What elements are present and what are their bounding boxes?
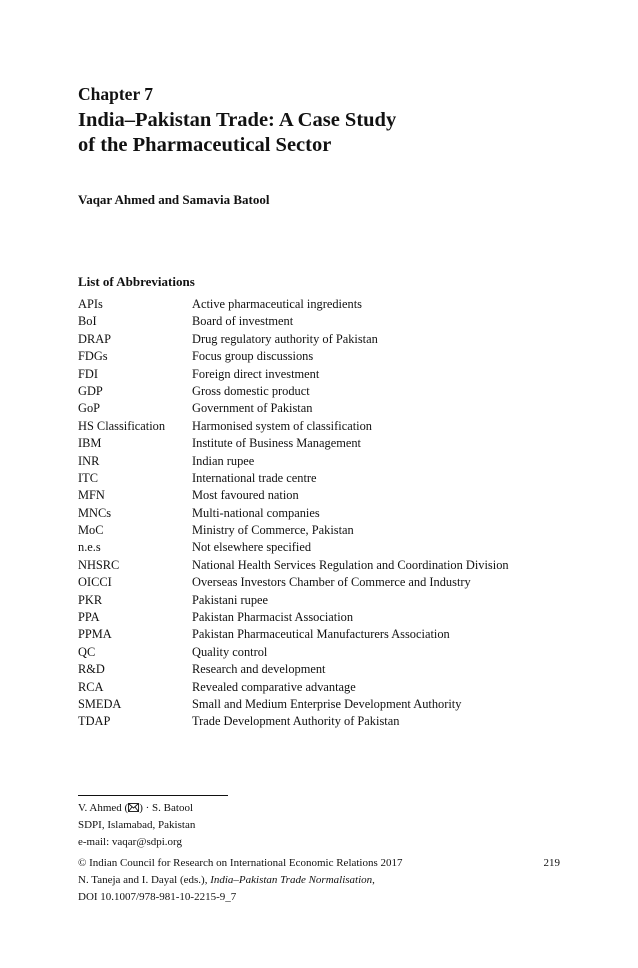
abbreviation-definition: Focus group discussions: [192, 349, 314, 364]
abbreviation-definition: Overseas Investors Chamber of Commerce and Industry: [192, 575, 471, 590]
abbreviation-definition: Board of investment: [192, 314, 294, 329]
chapter-authors: Vaqar Ahmed and Samavia Batool: [78, 192, 270, 207]
abbreviation-definition: Revealed comparative advantage: [192, 679, 356, 694]
abbreviation-term: HS Classification: [78, 418, 166, 433]
abbreviation-term: TDAP: [78, 714, 111, 729]
abbreviation-definition: Pakistan Pharmacist Association: [192, 610, 354, 625]
abbreviation-row: [78, 644, 568, 661]
abbreviation-row: [78, 348, 568, 365]
abbreviation-row: [78, 522, 568, 539]
abbreviation-row: [78, 383, 568, 400]
abbreviation-row: [78, 313, 568, 330]
abbreviation-term: OICCI: [78, 575, 112, 590]
abbreviation-row: [78, 574, 568, 591]
footnote-author-1: V. Ahmed (: [78, 802, 129, 814]
abbreviation-term: FDI: [78, 366, 98, 381]
abbreviations-heading: List of Abbreviations: [78, 274, 195, 289]
abbreviation-row: [78, 453, 568, 470]
abbreviation-row: [78, 296, 568, 313]
abbreviation-definition: Government of Pakistan: [192, 401, 313, 416]
abbreviation-definition: Harmonised system of classification: [192, 418, 372, 433]
abbreviation-definition: Multi-national companies: [192, 505, 320, 520]
book-citation: [78, 872, 560, 889]
abbreviation-term: PPA: [78, 610, 100, 625]
abbreviations-list: [78, 296, 568, 731]
abbreviation-term: QC: [78, 644, 96, 659]
envelope-icon: [128, 801, 139, 810]
abbreviation-term: PPMA: [78, 627, 112, 642]
chapter-title-line-2: of the Pharmaceutical Sector: [78, 134, 332, 156]
abbreviation-definition: Quality control: [192, 644, 268, 659]
chapter-title-line-1: India–Pakistan Trade: A Case Study: [78, 109, 397, 131]
chapter-label: Chapter 7: [78, 84, 154, 104]
abbreviation-row: [78, 679, 568, 696]
abbreviation-row: [78, 470, 568, 487]
abbreviation-row: [78, 592, 568, 609]
abbreviation-row: [78, 487, 568, 504]
abbreviation-definition: Research and development: [192, 662, 326, 677]
abbreviation-row: [78, 366, 568, 383]
footnote-authors: [78, 800, 195, 817]
abbreviation-term: R&D: [78, 662, 105, 677]
abbreviation-definition: Institute of Business Management: [192, 436, 361, 451]
abbreviation-definition: Pakistan Pharmaceutical Manufacturers Association: [192, 627, 450, 642]
abbreviation-row: [78, 400, 568, 417]
abbreviation-row: [78, 331, 568, 348]
footer-copyright-row: [78, 855, 560, 872]
abbreviation-term: SMEDA: [78, 696, 122, 711]
abbreviation-row: [78, 505, 568, 522]
abbreviation-term: n.e.s: [78, 540, 101, 555]
copyright-notice: © Indian Council for Research on International Economic Relations 2017: [78, 857, 403, 869]
abbreviation-definition: Pakistani rupee: [192, 592, 269, 607]
abbreviation-row: [78, 626, 568, 643]
abbreviation-row: [78, 609, 568, 626]
abbreviation-definition: National Health Services Regulation and Coordination Division: [192, 557, 509, 572]
abbreviation-term: MFN: [78, 488, 105, 503]
abbreviation-row: [78, 713, 568, 730]
page-number: 219: [543, 857, 560, 869]
chapter-title: [78, 108, 558, 158]
footnote-rule: [78, 795, 228, 796]
footnote-author-2: ) · S. Batool: [139, 802, 193, 814]
book-title: India–Pakistan Trade Normalisation: [210, 874, 373, 886]
abbreviation-term: PKR: [78, 592, 103, 607]
abbreviation-term: APIs: [78, 297, 103, 311]
abbreviation-definition: Small and Medium Enterprise Development Authority: [192, 696, 462, 711]
abbreviation-term: BoI: [78, 314, 97, 329]
abbreviation-definition: Indian rupee: [192, 453, 255, 468]
abbreviation-definition: Foreign direct investment: [192, 366, 320, 381]
abbreviation-row: [78, 539, 568, 556]
abbreviation-definition: Gross domestic product: [192, 383, 310, 398]
abbreviation-term: NHSRC: [78, 557, 120, 572]
abbreviation-definition: International trade centre: [192, 470, 317, 485]
abbreviation-term: RCA: [78, 679, 104, 694]
footnote-affiliation: SDPI, Islamabad, Pakistan: [78, 819, 196, 831]
abbreviation-term: FDGs: [78, 349, 108, 364]
abbreviation-definition: Active pharmaceutical ingredients: [192, 297, 362, 311]
abbreviation-row: [78, 418, 568, 435]
book-editors: N. Taneja and I. Dayal (eds.),: [78, 874, 211, 886]
abbreviation-row: [78, 696, 568, 713]
abbreviation-definition: Trade Development Authority of Pakistan: [192, 714, 400, 729]
abbreviation-term: IBM: [78, 436, 102, 451]
abbreviation-row: [78, 661, 568, 678]
abbreviation-row: [78, 557, 568, 574]
abbreviation-term: MNCs: [78, 505, 112, 520]
abbreviation-definition: Drug regulatory authority of Pakistan: [192, 331, 378, 346]
footnote-email: e-mail: vaqar@sdpi.org: [78, 836, 183, 848]
abbreviation-term: MoC: [78, 523, 104, 538]
abbreviation-term: DRAP: [78, 331, 112, 346]
abbreviation-definition: Not elsewhere specified: [192, 540, 312, 555]
abbreviation-row: [78, 435, 568, 452]
abbreviation-definition: Ministry of Commerce, Pakistan: [192, 523, 354, 538]
abbreviation-definition: Most favoured nation: [192, 488, 299, 503]
author-footnote: [78, 800, 195, 851]
doi: DOI 10.1007/978-981-10-2215-9_7: [78, 891, 237, 903]
abbreviation-term: GDP: [78, 383, 103, 398]
abbreviation-term: ITC: [78, 470, 98, 485]
abbreviation-term: GoP: [78, 401, 101, 416]
page-footer: [78, 855, 560, 906]
abbreviation-term: INR: [78, 453, 100, 468]
book-title-suffix: ,: [372, 874, 375, 886]
